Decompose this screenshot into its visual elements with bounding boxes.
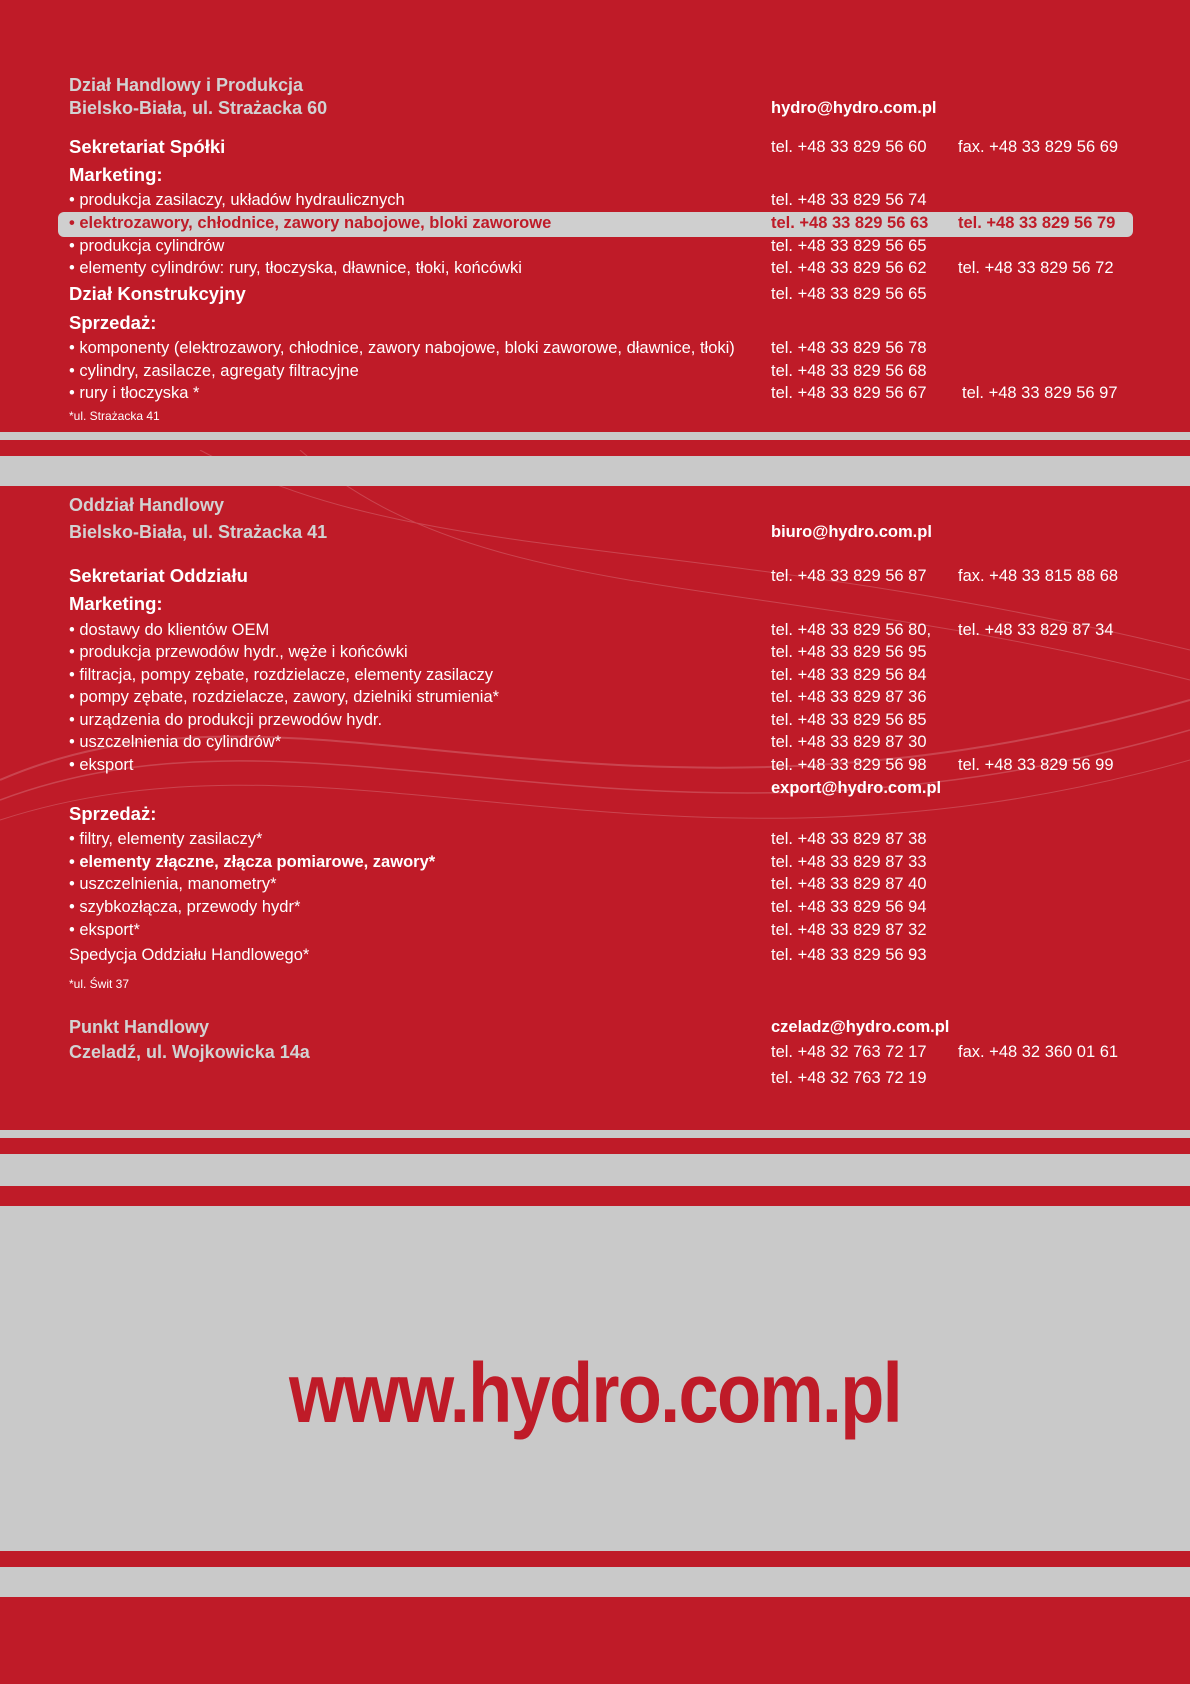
phone-number: tel. +48 33 829 56 79: [958, 214, 1116, 232]
marketing-heading: Marketing:: [69, 593, 163, 614]
divider-stripe: [0, 456, 1190, 486]
phone-number: tel. +48 33 829 56 95: [771, 643, 927, 661]
export-email-link[interactable]: export@hydro.com.pl: [771, 779, 942, 797]
list-item: • produkcja zasilaczy, układów hydraulicznych: [69, 191, 405, 209]
phone-number: tel. +48 33 829 87 38: [771, 830, 927, 848]
phone-number: tel. +48 33 829 87 33: [771, 853, 927, 871]
list-item: • filtracja, pompy zębate, rozdzielacze, elementy zasilaczy: [69, 666, 493, 684]
email-link[interactable]: biuro@hydro.com.pl: [771, 523, 932, 541]
fax-number: fax. +48 32 360 01 61: [958, 1043, 1119, 1061]
list-item: • szybkozłącza, przewody hydr*: [69, 898, 301, 916]
list-item: • komponenty (elektrozawory, chłodnice, zawory nabojowe, bloki zaworowe, dławnice, tłoki): [69, 339, 735, 357]
list-item: • uszczelnienia do cylindrów*: [69, 733, 282, 751]
phone-number: tel. +48 33 829 56 67: [771, 384, 927, 402]
divider-stripe: [0, 1154, 1190, 1186]
website-url[interactable]: www.hydro.com.pl: [289, 1346, 901, 1440]
fax-number: fax. +48 33 829 56 69: [958, 138, 1119, 156]
list-item: • pompy zębate, rozdzielacze, zawory, dzielniki strumienia*: [69, 688, 500, 706]
phone-number: tel. +48 33 829 56 68: [771, 362, 927, 380]
list-item: • uszczelnienia, manometry*: [69, 875, 277, 893]
list-item: • cylindry, zasilacze, agregaty filtracyjne: [69, 362, 359, 380]
section-title: Dział Handlowy i Produkcja: [69, 75, 304, 95]
section-address: Czeladź, ul. Wojkowicka 14a: [69, 1042, 310, 1062]
phone-number: tel. +48 33 829 56 65: [771, 237, 927, 255]
list-item: • eksport: [69, 756, 134, 774]
section-title: Punkt Handlowy: [69, 1017, 210, 1037]
divider-stripe: [0, 1567, 1190, 1597]
list-item: • produkcja przewodów hydr., węże i końcówki: [69, 643, 408, 661]
phone-number: tel. +48 33 829 56 98: [771, 756, 927, 774]
phone-number: tel. +48 32 763 72 19: [771, 1069, 927, 1087]
construction-label: Dział Konstrukcyjny: [69, 283, 246, 304]
phone-number: tel. +48 33 829 56 80,: [771, 621, 932, 639]
list-item: • eksport*: [69, 921, 140, 939]
phone-number: tel. +48 33 829 56 74: [771, 191, 927, 209]
email-link[interactable]: czeladz@hydro.com.pl: [771, 1018, 950, 1036]
phone-number: tel. +48 33 829 56 94: [771, 898, 927, 916]
phone-number: tel. +48 33 829 56 60: [771, 138, 927, 156]
phone-number: tel. +48 33 829 56 65: [771, 285, 927, 303]
divider-stripe: [0, 1130, 1190, 1138]
phone-number: tel. +48 33 829 87 40: [771, 875, 927, 893]
phone-number: tel. +48 33 829 56 99: [958, 756, 1114, 774]
marketing-heading: Marketing:: [69, 164, 163, 185]
phone-number: tel. +48 33 829 56 72: [958, 259, 1114, 277]
phone-number: tel. +48 33 829 87 32: [771, 921, 927, 939]
section-title: Oddział Handlowy: [69, 495, 225, 515]
email-link[interactable]: hydro@hydro.com.pl: [771, 99, 937, 117]
phone-number: tel. +48 33 829 56 97: [962, 384, 1118, 402]
fax-number: fax. +48 33 815 88 68: [958, 567, 1119, 585]
sales-heading: Sprzedaż:: [69, 312, 157, 333]
footnote: *ul. Świt 37: [69, 977, 130, 991]
shipping-label: Spedycja Oddziału Handlowego*: [69, 946, 310, 964]
phone-number: tel. +48 33 829 56 93: [771, 946, 927, 964]
list-item: • dostawy do klientów OEM: [69, 621, 270, 639]
list-item: • urządzenia do produkcji przewodów hydr.: [69, 711, 383, 729]
list-item: • elementy złączne, złącza pomiarowe, zawory*: [69, 853, 436, 871]
phone-number: tel. +48 33 829 56 63: [771, 214, 929, 232]
phone-number: tel. +48 33 829 87 34: [958, 621, 1114, 639]
phone-number: tel. +48 33 829 87 30: [771, 733, 927, 751]
section-address: Bielsko-Biała, ul. Strażacka 41: [69, 522, 328, 542]
phone-number: tel. +48 33 829 56 87: [771, 567, 927, 585]
phone-number: tel. +48 33 829 56 85: [771, 711, 927, 729]
phone-number: tel. +48 33 829 87 36: [771, 688, 927, 706]
list-item: • elektrozawory, chłodnice, zawory nabojowe, bloki zaworowe: [69, 214, 552, 232]
phone-number: tel. +48 33 829 56 84: [771, 666, 927, 684]
list-item: • filtry, elementy zasilaczy*: [69, 830, 263, 848]
phone-number: tel. +48 33 829 56 62: [771, 259, 927, 277]
secretariat-label: Sekretariat Spółki: [69, 136, 226, 157]
secretariat-label: Sekretariat Oddziału: [69, 565, 248, 586]
phone-number: tel. +48 32 763 72 17: [771, 1043, 927, 1061]
footnote: *ul. Strażacka 41: [69, 409, 160, 423]
section-address: Bielsko-Biała, ul. Strażacka 60: [69, 98, 328, 118]
sales-heading: Sprzedaż:: [69, 803, 157, 824]
divider-stripe: [0, 432, 1190, 440]
list-item: • produkcja cylindrów: [69, 237, 225, 255]
phone-number: tel. +48 33 829 56 78: [771, 339, 927, 357]
list-item: • elementy cylindrów: rury, tłoczyska, dławnice, tłoki, końcówki: [69, 259, 522, 277]
list-item: • rury i tłoczyska *: [69, 384, 200, 402]
